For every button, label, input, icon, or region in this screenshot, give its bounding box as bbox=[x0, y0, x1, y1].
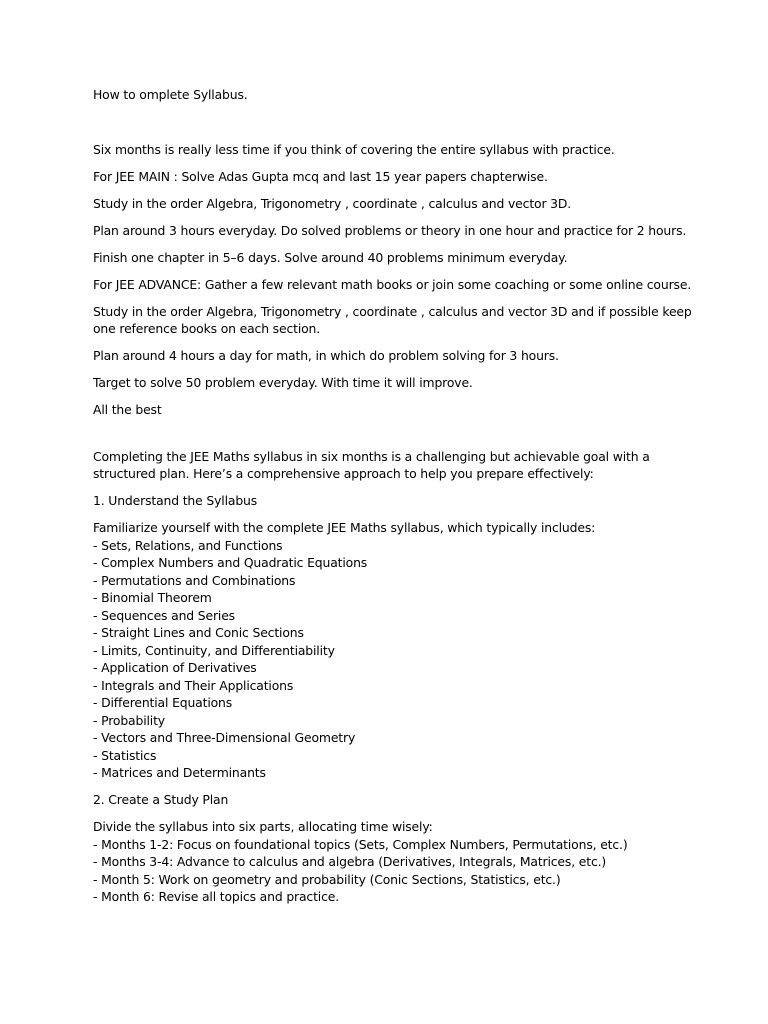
syllabus-list bbox=[93, 537, 693, 782]
section-heading: 1. Understand the Syllabus bbox=[93, 493, 258, 508]
study-plan-list bbox=[93, 836, 693, 906]
document-title: How to omplete Syllabus. bbox=[93, 87, 248, 102]
list-item: - Application of Derivatives bbox=[93, 659, 693, 677]
list-item: - Limits, Continuity, and Differentiability bbox=[93, 642, 693, 660]
list-item: - Permutations and Combinations bbox=[93, 572, 693, 590]
list-item: - Months 3-4: Advance to calculus and algebra (Derivatives, Integrals, Matrices, etc.) bbox=[93, 853, 693, 871]
paragraph: For JEE MAIN : Solve Adas Gupta mcq and last 15 year papers chapterwise. bbox=[93, 168, 548, 184]
list-item: - Vectors and Three-Dimensional Geometry bbox=[93, 729, 693, 747]
list-item: - Differential Equations bbox=[93, 694, 693, 712]
list-item: - Months 1-2: Focus on foundational topics (Sets, Complex Numbers, Permutations, etc.) bbox=[93, 836, 693, 854]
paragraph: Plan around 4 hours a day for math, in which do problem solving for 3 hours. bbox=[93, 348, 559, 363]
paragraph: Target to solve 50 problem everyday. With time it will improve. bbox=[93, 375, 473, 390]
paragraph: Study in the order Algebra, Trigonometry , coordinate , calculus and vector 3D and if possible keep one reference books on each section. bbox=[93, 303, 692, 336]
paragraph: Study in the order Algebra, Trigonometry , coordinate , calculus and vector 3D. bbox=[93, 195, 572, 211]
list-item: - Probability bbox=[93, 712, 693, 730]
paragraph: Plan around 3 hours everyday. Do solved problems or theory in one hour and practice for 2 hours. bbox=[93, 222, 687, 238]
paragraph: For JEE ADVANCE: Gather a few relevant math books or join some coaching or some online course. bbox=[93, 276, 692, 292]
intro-paragraph: Completing the JEE Maths syllabus in six months is a challenging but achievable goal with a structured plan. Here’s a comprehensive approach to help you prepare effectively: bbox=[93, 448, 650, 481]
list-item: - Sequences and Series bbox=[93, 607, 693, 625]
section-lead: Divide the syllabus into six parts, allocating time wisely: bbox=[93, 819, 433, 834]
list-item: - Straight Lines and Conic Sections bbox=[93, 624, 693, 642]
document-body bbox=[93, 86, 693, 915]
list-item: - Month 5: Work on geometry and probability (Conic Sections, Statistics, etc.) bbox=[93, 871, 693, 889]
list-item: - Statistics bbox=[93, 747, 693, 765]
list-item: - Integrals and Their Applications bbox=[93, 677, 693, 695]
section-heading: 2. Create a Study Plan bbox=[93, 792, 229, 807]
list-item: - Month 6: Revise all topics and practice. bbox=[93, 888, 693, 906]
paragraph: Six months is really less time if you think of covering the entire syllabus with practice. bbox=[93, 141, 615, 157]
list-item: - Sets, Relations, and Functions bbox=[93, 537, 693, 555]
paragraph: All the best bbox=[93, 402, 162, 417]
section-lead: Familiarize yourself with the complete JEE Maths syllabus, which typically includes: bbox=[93, 520, 596, 535]
list-item: - Matrices and Determinants bbox=[93, 764, 693, 782]
paragraph: Finish one chapter in 5–6 days. Solve around 40 problems minimum everyday. bbox=[93, 249, 568, 265]
list-item: - Complex Numbers and Quadratic Equations bbox=[93, 554, 693, 572]
list-item: - Binomial Theorem bbox=[93, 589, 693, 607]
